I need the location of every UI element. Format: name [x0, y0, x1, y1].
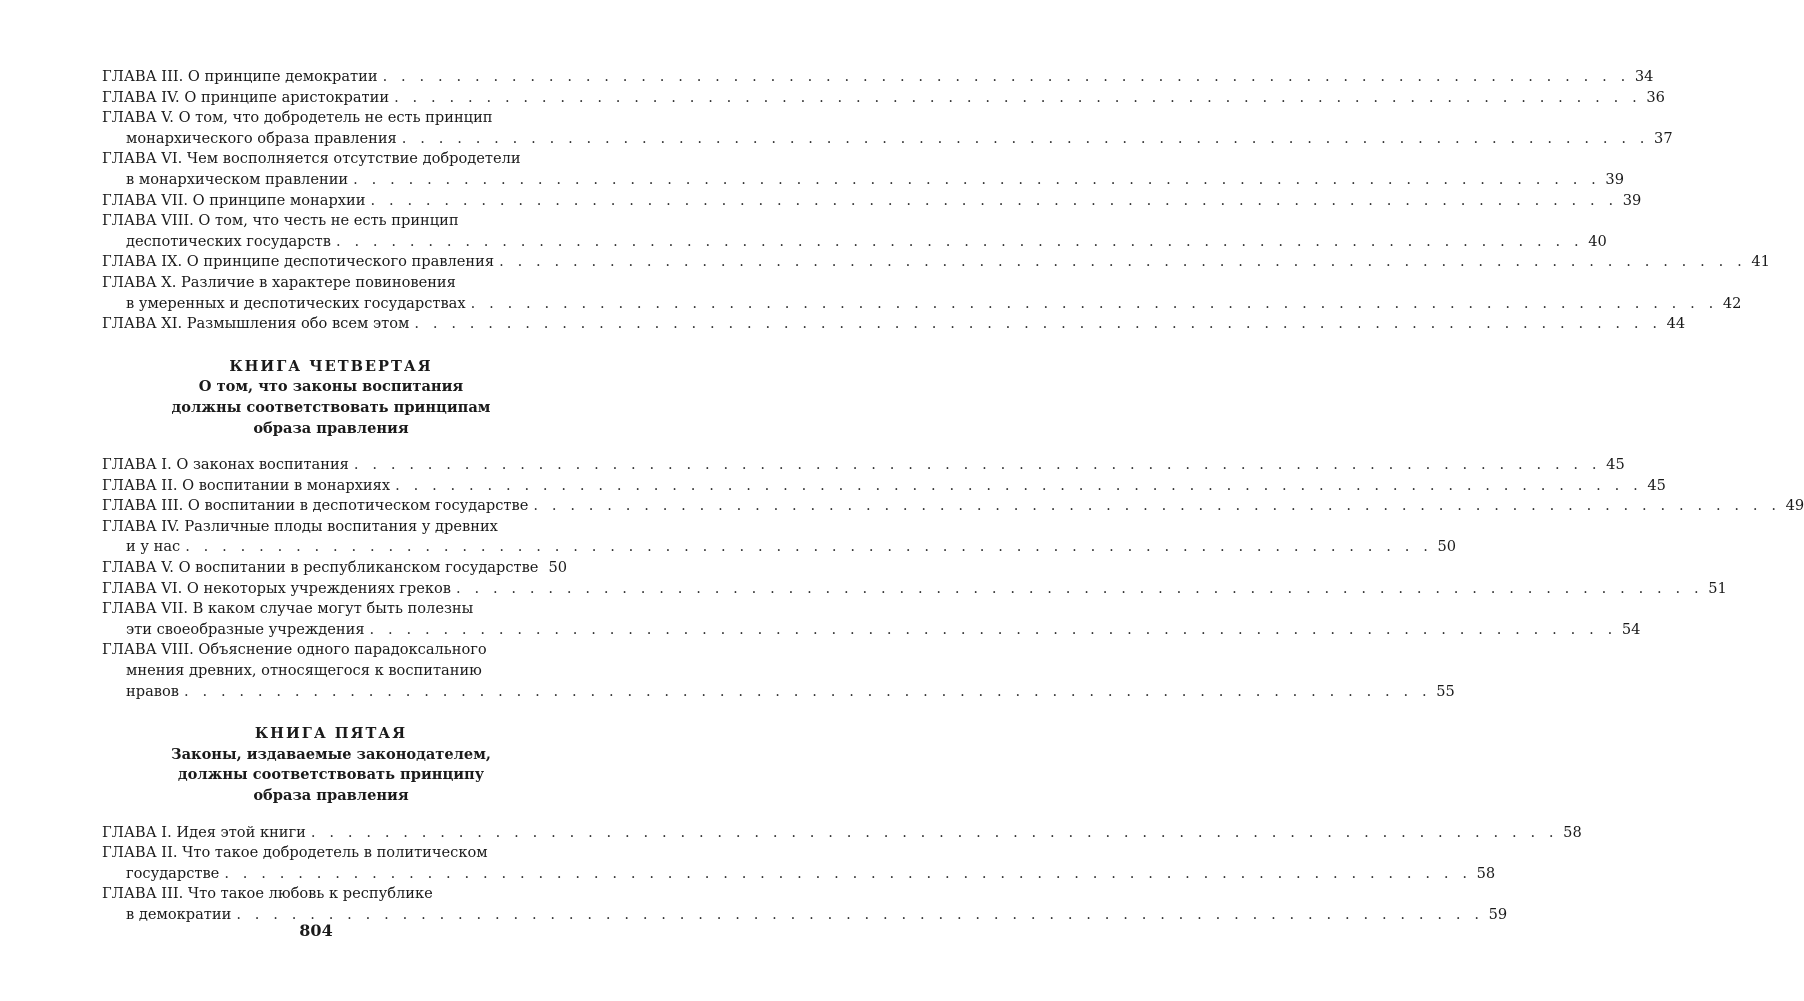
chapter-title-continuation: нравов — [126, 682, 179, 700]
dot-leader: . . . . . . . . . . . . . . . . . . . . . . . . . . . . . . . . . . . . . . . . . . . . . . . . . . . . . . . . . . . . . . . . . . . . — [236, 905, 1484, 923]
chapter-title: ГЛАВА V. О том, что добродетель не есть принцип — [102, 109, 493, 127]
page-ref: 45 — [1606, 456, 1625, 474]
book-title: КНИГА ПЯТАЯ — [254, 725, 408, 743]
book-heading — [102, 357, 560, 439]
chapter-title: ГЛАВА IV. О принципе аристократии — [102, 88, 390, 106]
page-ref: 40 — [1588, 232, 1607, 250]
chapter-title-continuation: в монархическом правлении — [126, 170, 349, 188]
book-subtitle-line: образа правления — [253, 419, 409, 437]
toc-entry[interactable] — [102, 517, 1457, 558]
chapter-title: ГЛАВА I. О законах воспитания — [102, 456, 349, 474]
table-of-contents — [102, 67, 1804, 926]
chapter-title: ГЛАВА VI. Чем восполняется отсутствие добродетели — [102, 150, 521, 168]
page-ref: 39 — [1605, 170, 1624, 188]
toc-entry[interactable] — [102, 191, 1642, 212]
page-ref: 51 — [1708, 579, 1727, 597]
toc-entry[interactable] — [102, 579, 1727, 600]
chapter-title: ГЛАВА VI. О некоторых учреждениях греков — [102, 579, 451, 597]
chapter-title-continuation: мнения древних, относящегося к воспитанию — [126, 662, 482, 680]
toc-entry[interactable] — [102, 149, 1624, 190]
page-ref: 42 — [1722, 294, 1742, 312]
chapter-title: ГЛАВА IX. О принципе деспотического правления — [102, 253, 495, 271]
toc-entry[interactable] — [102, 823, 1582, 844]
dot-leader: . . . . . . . . . . . . . . . . . . . . . . . . . . . . . . . . . . . . . . . . . . . . . . . . . . . . . . . . . . . . . . . . . . . . — [456, 579, 1704, 597]
page-ref: 49 — [1785, 497, 1804, 515]
toc-entry[interactable] — [102, 88, 1665, 109]
book-title: КНИГА ЧЕТВЕРТАЯ — [229, 357, 433, 375]
dot-leader: . . . . . . . . . . . . . . . . . . . . . . . . . . . . . . . . . . . . . . . . . . . . . . . . . . . . . . . . . . . . . . . . . . . . — [499, 253, 1747, 271]
page-ref: 54 — [1621, 620, 1641, 638]
dot-leader: . . . . . . . . . . . . . . . . . . . . . . . . . . . . . . . . . . . . . . . . . . . . . . . . . . . . . . . . . . . . . . . . . . . . — [382, 68, 1630, 85]
page-ref: 44 — [1666, 315, 1686, 333]
dot-leader: . . . . . . . . . . . . . . . . . . . . . . . . . . . . . . . . . . . . . . . . . . . . . . . . . . . . . . . . . . . . . . . . . . . . — [401, 129, 1650, 147]
chapter-title: ГЛАВА II. О воспитании в монархиях — [102, 476, 391, 494]
toc-section — [102, 455, 1804, 702]
dot-leader: . . . . . . . . . . . . . . . . . . . . . . . . . . . . . . . . . . . . . . . . . . . . . . . . . . . . . . . . . . . . . . . . . . . . — [353, 170, 1601, 188]
dot-leader: . . . . . . . . . . . . . . . . . . . . . . . . . . . . . . . . . . . . . . . . . . . . . . . . . . . . . . . . . . . . . . . . . . . . — [370, 191, 1618, 209]
chapter-title: ГЛАВА VII. О принципе монархии — [102, 191, 366, 209]
chapter-title-continuation: деспотических государств — [126, 232, 331, 250]
dot-leader: . . . . . . . . . . . . . . . . . . . . . . . . . . . . . . . . . . . . . . . . . . . . . . . . . . . . . . . . . . . . . . . . . . . . — [470, 294, 1718, 312]
toc-entry[interactable] — [102, 211, 1607, 252]
page-ref: 58 — [1563, 823, 1582, 841]
dot-leader: . . . . . . . . . . . . . . . . . . . . . . . . . . . . . . . . . . . . . . . . . . . . . . . . . . . . . . . . . . . . . . . . . . . . — [395, 476, 1643, 494]
toc-entry[interactable] — [102, 496, 1804, 517]
chapter-title-continuation: в демократии — [126, 905, 232, 923]
chapter-title: ГЛАВА X. Различие в характере повиновения — [102, 273, 456, 291]
page-ref: 45 — [1647, 476, 1666, 494]
dot-leader: . . . . . . . . . . . . . . . . . . . . . . . . . . . . . . . . . . . . . . . . . . . . . . . . . . . . . . . . . . . . . . . . . . . . — [185, 538, 1433, 556]
toc-entry[interactable] — [102, 640, 1455, 702]
toc-entry[interactable] — [102, 67, 1654, 88]
toc-entry[interactable] — [102, 843, 1496, 884]
book-subtitle-line: образа правления — [253, 787, 409, 804]
book-subtitle-line: должны соответствовать принципу — [177, 766, 485, 784]
page-number: 804 — [299, 921, 333, 940]
book-heading — [102, 724, 560, 806]
chapter-title-continuation: государстве — [126, 864, 220, 882]
page-ref: 50 — [1437, 538, 1457, 556]
toc-section — [102, 823, 1582, 926]
chapter-title: ГЛАВА III. О принципе демократии — [102, 68, 378, 85]
dot-leader: . . . . . . . . . . . . . . . . . . . . . . . . . . . . . . . . . . . . . . . . . . . . . . . . . . . . . . . . . . . . . . . . . . . . — [533, 497, 1781, 515]
page-ref: 37 — [1654, 129, 1673, 147]
toc-entry[interactable] — [102, 476, 1666, 497]
chapter-title: ГЛАВА VIII. О том, что честь не есть принцип — [102, 212, 459, 230]
chapter-title: ГЛАВА I. Идея этой книги — [102, 823, 306, 841]
toc-entry[interactable] — [102, 884, 1508, 925]
chapter-title: ГЛАВА III. Что такое любовь к республике — [102, 885, 433, 903]
page-ref: 34 — [1634, 68, 1654, 85]
book-subtitle-line: О том, что законы воспитания — [198, 378, 464, 396]
toc-entry[interactable] — [102, 108, 1673, 149]
toc-entry[interactable] — [102, 558, 568, 579]
book-subtitle-line: Законы, издаваемые законодателем, — [171, 745, 491, 763]
dot-leader: . . . . . . . . . . . . . . . . . . . . . . . . . . . . . . . . . . . . . . . . . . . . . . . . . . . . . . . . . . . . . . . . . . . . — [335, 232, 1584, 250]
page-ref: 36 — [1646, 88, 1665, 106]
chapter-title-continuation: в умеренных и деспотических государствах — [126, 294, 466, 312]
toc-section — [102, 67, 1770, 335]
book-subtitle-line: должны соответствовать принципам — [171, 398, 491, 416]
toc-entry[interactable] — [102, 314, 1686, 335]
chapter-title-continuation: эти своеобразные учреждения — [126, 620, 365, 638]
toc-entry[interactable] — [102, 273, 1742, 314]
page-ref: 58 — [1476, 864, 1496, 882]
page-ref: 50 — [548, 559, 568, 577]
chapter-title: ГЛАВА VIII. Объяснение одного парадоксального — [102, 641, 487, 659]
page-ref: 41 — [1751, 253, 1770, 271]
page-ref: 55 — [1436, 682, 1455, 700]
toc-entry[interactable] — [102, 599, 1641, 640]
dot-leader: . . . . . . . . . . . . . . . . . . . . . . . . . . . . . . . . . . . . . . . . . . . . . . . . . . . . . . . . . . . . . . . . . . . . — [414, 315, 1662, 333]
chapter-title-continuation: и у нас — [126, 538, 181, 556]
chapter-title: ГЛАВА XI. Размышления обо всем этом — [102, 315, 410, 333]
chapter-title: ГЛАВА III. О воспитании в деспотическом государстве — [102, 497, 529, 515]
dot-leader: . . . . . . . . . . . . . . . . . . . . . . . . . . . . . . . . . . . . . . . . . . . . . . . . . . . . . . . . . . . . . . . . . . . . — [353, 456, 1602, 474]
page-ref: 59 — [1488, 905, 1508, 923]
chapter-title: ГЛАВА V. О воспитании в республиканском государстве — [102, 559, 539, 577]
chapter-title: ГЛАВА IV. Различные плоды воспитания у древних — [102, 517, 498, 535]
dot-leader: . . . . . . . . . . . . . . . . . . . . . . . . . . . . . . . . . . . . . . . . . . . . . . . . . . . . . . . . . . . . . . . . . . . . — [394, 88, 1642, 106]
chapter-title: ГЛАВА II. Что такое добродетель в политическом — [102, 844, 488, 862]
toc-entry[interactable] — [102, 455, 1625, 476]
dot-leader: . . . . . . . . . . . . . . . . . . . . . . . . . . . . . . . . . . . . . . . . . . . . . . . . . . . . . . . . . . . . . . . . . . . . — [369, 620, 1617, 638]
toc-entry[interactable] — [102, 252, 1770, 273]
chapter-title: ГЛАВА VII. В каком случае могут быть полезны — [102, 600, 474, 618]
page-ref: 39 — [1622, 191, 1642, 209]
chapter-title-continuation: монархического образа правления — [126, 129, 397, 147]
dot-leader: . . . . . . . . . . . . . . . . . . . . . . . . . . . . . . . . . . . . . . . . . . . . . . . . . . . . . . . . . . . . . . . . . . . . — [184, 682, 1432, 700]
dot-leader: . . . . . . . . . . . . . . . . . . . . . . . . . . . . . . . . . . . . . . . . . . . . . . . . . . . . . . . . . . . . . . . . . . . . — [310, 823, 1559, 841]
dot-leader: . . . . . . . . . . . . . . . . . . . . . . . . . . . . . . . . . . . . . . . . . . . . . . . . . . . . . . . . . . . . . . . . . . . . — [224, 864, 1472, 882]
